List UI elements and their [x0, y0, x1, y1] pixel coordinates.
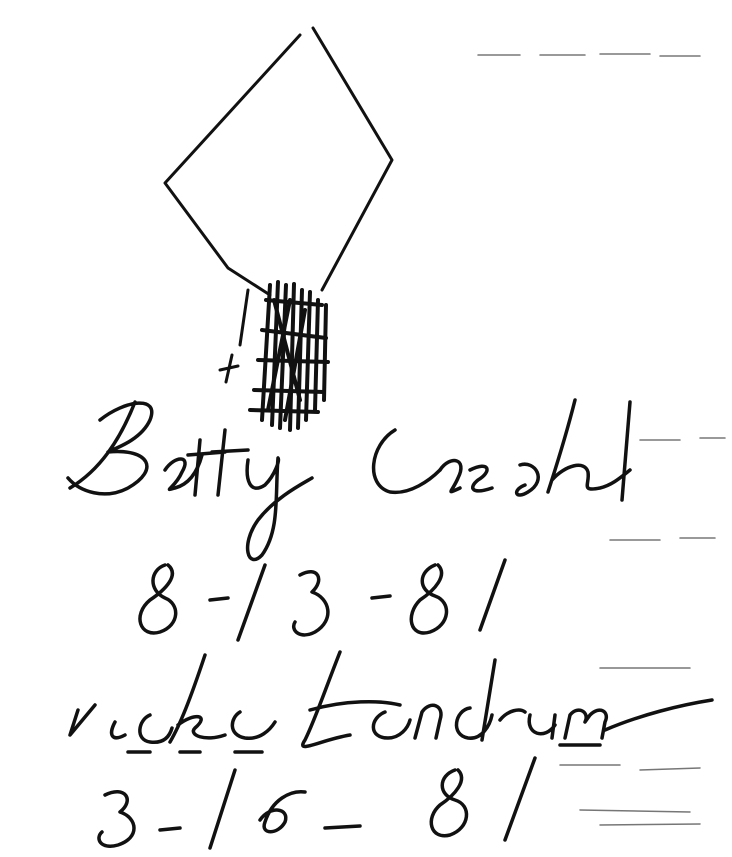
signature-date-2 — [100, 810, 104, 811]
kite-sketch-icon — [165, 28, 392, 382]
signature-name-2 — [70, 715, 78, 716]
signature-name-1 — [70, 430, 76, 431]
signature-vickie-landrum — [70, 652, 712, 752]
signature-betty-cash — [68, 400, 630, 560]
kite-tail-scribble — [250, 282, 328, 430]
date-vickie — [99, 758, 535, 848]
date-betty — [140, 560, 505, 640]
signature-date-1 — [140, 590, 144, 591]
